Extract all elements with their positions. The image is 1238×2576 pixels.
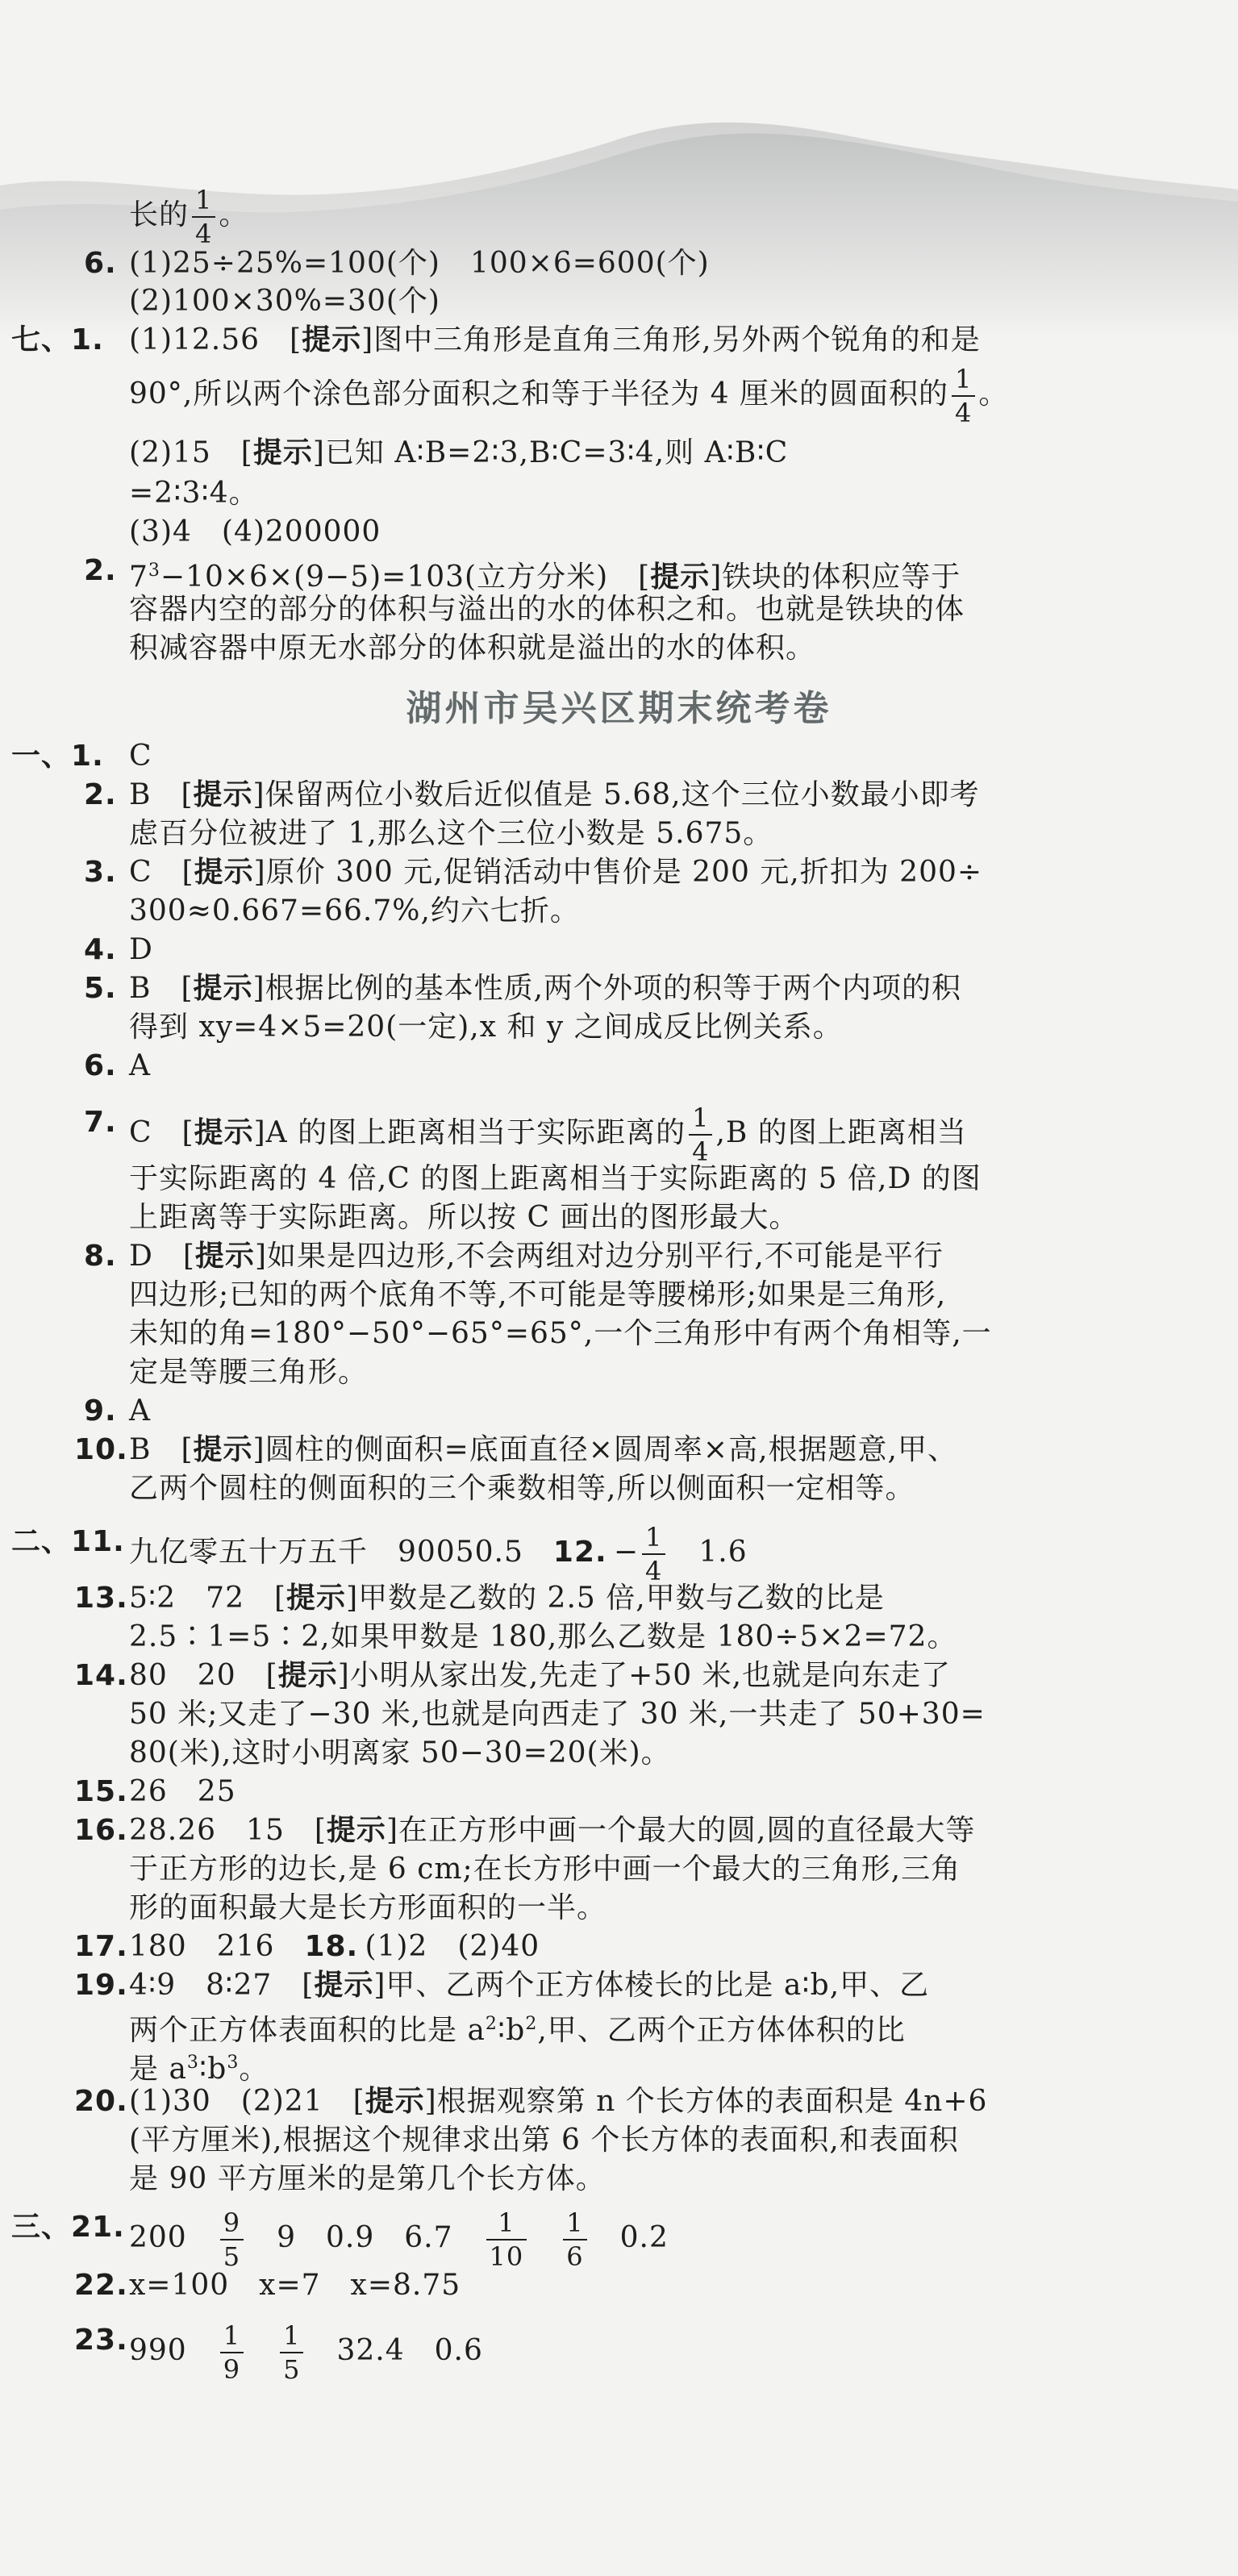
s7-q1-line-3 xyxy=(129,436,788,471)
denominator: 6 xyxy=(566,2241,584,2272)
hint-label: 提示 xyxy=(277,1659,338,1692)
s7-q2-number xyxy=(84,553,117,589)
section-label: 一、 xyxy=(11,740,72,773)
text: (1)30 (2)21 [ xyxy=(129,2085,365,2118)
s7-q2-line-3: 积减容器中原无水部分的体积就是溢出的水的体积。 xyxy=(129,631,816,665)
denominator: 5 xyxy=(223,2241,241,2272)
question-number: 21. xyxy=(71,2211,125,2244)
s7-q1-line-2 xyxy=(129,366,1008,426)
q7-line-3: 上距离等于实际距离。所以按 C 画出的图形最大。 xyxy=(129,1201,799,1234)
superscript: 2 xyxy=(525,2014,538,2034)
q2-line-1 xyxy=(129,777,980,813)
text: B [ xyxy=(129,1433,194,1466)
question-number: 2. xyxy=(84,778,117,811)
denominator: 9 xyxy=(223,2354,241,2385)
hint-label: 提示 xyxy=(286,1582,347,1615)
question-number: 8. xyxy=(84,1240,117,1273)
numerator: 1 xyxy=(220,2323,244,2353)
denominator: 4 xyxy=(692,1136,710,1167)
q19-number xyxy=(74,1968,128,2003)
q22-answer: x=100 x=7 x=8.75 xyxy=(129,2269,461,2302)
minus-sign: − xyxy=(613,1536,640,1569)
hint-label: 提示 xyxy=(193,972,253,1005)
text: ]根据观察第 n 个长方体的表面积是 4n+6 xyxy=(424,2085,988,2118)
q17-number xyxy=(74,1929,128,1965)
hint-label: 提示 xyxy=(314,1969,374,2002)
q20-line-3: 是 90 平方厘米的是第几个长方体。 xyxy=(129,2162,606,2195)
text: ]保留两位小数后近似值是 5.68,这个三位小数最小即考 xyxy=(252,778,980,811)
question-number: 10. xyxy=(74,1433,128,1466)
question-number: 19. xyxy=(74,1969,128,2002)
q6-answer: A xyxy=(129,1049,151,1082)
q8-number xyxy=(84,1239,117,1274)
q19-line-2 xyxy=(129,2007,906,2049)
fraction xyxy=(192,187,215,247)
section-three-label xyxy=(11,2210,125,2245)
fraction xyxy=(486,2207,527,2272)
q11-answer: 九亿零五十万五千 90050.5 xyxy=(129,1536,523,1569)
fraction xyxy=(952,366,975,426)
question-number: 13. xyxy=(74,1582,128,1615)
text: ]铁块的体积应等于 xyxy=(710,561,961,594)
text: 4∶9 8∶27 [ xyxy=(129,1969,315,2002)
superscript: 2 xyxy=(485,2014,498,2034)
q22-number xyxy=(74,2268,128,2303)
q7-number xyxy=(84,1105,117,1140)
question-number: 15. xyxy=(74,1775,128,1808)
text: 90°,所以两个涂色部分面积之和等于半径为 4 厘米的圆面积的 xyxy=(129,377,949,411)
denominator: 5 xyxy=(283,2354,301,2385)
q18-answer: (1)2 (2)40 xyxy=(365,1930,540,1963)
denominator: 4 xyxy=(195,219,213,249)
fraction xyxy=(563,2207,586,2272)
section-two-label xyxy=(11,1524,125,1560)
q5-line-1 xyxy=(129,971,961,1007)
hint-label: 提示 xyxy=(193,1433,253,1466)
text: ,甲、乙两个正方体体积的比 xyxy=(537,2014,906,2047)
denominator: 10 xyxy=(489,2241,524,2272)
hint-label: 提示 xyxy=(193,778,253,811)
text: 990 xyxy=(129,2334,187,2367)
numerator: 9 xyxy=(220,2210,244,2240)
fraction xyxy=(280,2320,303,2385)
text: 0.2 xyxy=(619,2221,669,2254)
hint-label: 提示 xyxy=(194,856,254,889)
question-number: 17. xyxy=(74,1930,128,1963)
q7-line-2: 于实际距离的 4 倍,C 的图上距离相当于实际距离的 5 倍,D 的图 xyxy=(129,1162,982,1195)
text: (2)15 [ xyxy=(129,436,253,469)
question-number: 12. xyxy=(552,1536,607,1569)
question-number: 3. xyxy=(84,856,117,889)
q15-number xyxy=(74,1774,128,1810)
q13-number xyxy=(74,1581,128,1616)
question-number: 14. xyxy=(74,1659,128,1692)
q3-number xyxy=(84,855,117,890)
q5-number xyxy=(84,971,117,1007)
q9-answer: A xyxy=(129,1394,151,1428)
q23-answer xyxy=(129,2320,483,2385)
q13-line-1 xyxy=(129,1581,885,1616)
q2-line-2: 虑百分位被进了 1,那么这个三位小数是 5.675。 xyxy=(129,817,773,850)
q11-q12-line xyxy=(129,1524,748,1584)
hint-label: 提示 xyxy=(365,2085,425,2118)
q3-line-1 xyxy=(129,855,982,890)
fraction xyxy=(642,1524,665,1584)
q16-number xyxy=(74,1813,128,1849)
q14-number xyxy=(74,1658,128,1694)
text: B [ xyxy=(129,778,194,811)
section-seven-label xyxy=(11,323,104,358)
text: 5∶2 72 [ xyxy=(129,1582,287,1615)
q14-line-2: 50 米;又走了−30 米,也就是向西走了 30 米,一共走了 50+30= xyxy=(129,1698,986,1731)
question-number: 18. xyxy=(304,1930,359,1963)
q20-line-1 xyxy=(129,2084,987,2120)
superscript: 3 xyxy=(186,2053,199,2073)
hint-label: 提示 xyxy=(194,1116,254,1149)
text: 。 xyxy=(978,377,1009,411)
section-label: 二、 xyxy=(11,1525,72,1558)
text: 200 xyxy=(129,2221,187,2254)
q6-number xyxy=(84,1048,117,1084)
hint-label: 提示 xyxy=(252,436,313,469)
superscript: 3 xyxy=(227,2053,240,2073)
q3-line-2: 300≈0.667=66.7%,约六七折。 xyxy=(129,894,580,927)
hint-label: 提示 xyxy=(194,1240,255,1273)
text: 是 a xyxy=(129,2053,187,2086)
question-number: 22. xyxy=(74,2269,128,2302)
q15-answer: 26 25 xyxy=(129,1775,236,1808)
q19-line-3 xyxy=(129,2045,269,2087)
q19-line-1 xyxy=(129,1968,929,2003)
exam-title: 湖州市吴兴区期末统考卷 xyxy=(406,688,832,729)
fraction xyxy=(689,1105,712,1165)
numerator: 1 xyxy=(192,187,215,218)
s7-q1-line-1 xyxy=(129,323,981,358)
s7-q1-line-5: (3)4 (4)200000 xyxy=(129,515,381,548)
text: (1)12.56 [ xyxy=(129,323,302,356)
question-number: 6. xyxy=(84,247,117,280)
text: 。 xyxy=(219,198,249,231)
superscript: 3 xyxy=(148,561,160,581)
q4-answer: D xyxy=(129,933,153,966)
section-one-label xyxy=(11,739,104,774)
q6-answer-1: (1)25÷25%=100(个) 100×6=600(个) xyxy=(129,247,710,280)
numerator: 1 xyxy=(952,366,975,397)
text: ]已知 A∶B=2∶3,B∶C=3∶4,则 A∶B∶C xyxy=(312,436,789,469)
text: ]A 的图上距离相当于实际距离的 xyxy=(253,1116,686,1149)
text: D [ xyxy=(129,1240,195,1273)
continuation-line xyxy=(129,187,248,247)
q8-line-3: 未知的角=180°−50°−65°=65°,一个三角形中有两个角相等,一 xyxy=(129,1317,992,1350)
question-number: 5. xyxy=(84,972,117,1005)
q7-line-1 xyxy=(129,1105,967,1165)
text: ]甲数是乙数的 2.5 倍,甲数与乙数的比是 xyxy=(346,1582,885,1615)
q9-number xyxy=(84,1394,117,1429)
section-label: 三、 xyxy=(11,2211,72,2244)
section-label: 七、 xyxy=(11,323,72,356)
s7-q2-line-2: 容器内空的部分的体积与溢出的水的体积之和。也就是铁块的体 xyxy=(129,593,965,626)
q23-number xyxy=(74,2323,128,2358)
text: ,B 的图上距离相当 xyxy=(715,1116,967,1149)
q16-line-1 xyxy=(129,1813,975,1849)
text: ]原价 300 元,促销活动中售价是 200 元,折扣为 200÷ xyxy=(253,856,983,889)
text: 32.4 0.6 xyxy=(336,2334,483,2367)
q8-line-4: 定是等腰三角形。 xyxy=(129,1356,369,1389)
text: ∶b xyxy=(497,2014,526,2047)
question-number: 16. xyxy=(74,1814,128,1847)
text: 。 xyxy=(239,2053,269,2086)
text: 两个正方体表面积的比是 a xyxy=(129,2014,486,2047)
fraction xyxy=(220,2320,244,2385)
q10-number xyxy=(74,1432,128,1468)
numerator: 1 xyxy=(486,2210,527,2240)
q17-q18-line xyxy=(129,1929,540,1965)
s7-q2-line-1 xyxy=(129,553,961,595)
text: ]甲、乙两个正方体棱长的比是 a∶b,甲、乙 xyxy=(373,1969,930,2002)
q16-line-2: 于正方形的边长,是 6 cm;在长方形中画一个最大的三角形,三角 xyxy=(129,1853,961,1886)
q10-line-2: 乙两个圆柱的侧面积的三个乘数相等,所以侧面积一定相等。 xyxy=(129,1472,915,1505)
q17-answer: 180 216 xyxy=(129,1930,275,1963)
text: ]在正方形中画一个最大的圆,圆的直径最大等 xyxy=(386,1814,976,1847)
text: ]如果是四边形,不会两组对边分别平行,不可能是平行 xyxy=(254,1240,944,1273)
text: 28.26 15 [ xyxy=(129,1814,327,1847)
text: 9 0.9 6.7 xyxy=(277,2221,453,2254)
text: 长的 xyxy=(129,198,190,231)
q5-line-2: 得到 xy=4×5=20(一定),x 和 y 之间成反比例关系。 xyxy=(129,1011,843,1044)
question-number: 11. xyxy=(71,1525,125,1558)
text: ]图中三角形是直角三角形,另外两个锐角的和是 xyxy=(361,323,981,356)
text: −10×6×(9−5)=103(立方分米) [ xyxy=(160,561,651,594)
text: C [ xyxy=(129,1116,194,1149)
q20-line-2: (平方厘米),根据这个规律求出第 6 个长方体的表面积,和表面积 xyxy=(129,2124,959,2157)
q6-line-1 xyxy=(84,246,117,281)
q8-line-1 xyxy=(129,1239,944,1274)
q2-number xyxy=(84,777,117,813)
q16-line-3: 形的面积最大是长方形面积的一半。 xyxy=(129,1891,607,1924)
q1-answer: C xyxy=(129,740,152,773)
question-number: 9. xyxy=(84,1394,117,1428)
q8-line-2: 四边形;已知的两个底角不等,不可能是等腰梯形;如果是三角形, xyxy=(129,1278,947,1311)
text: C [ xyxy=(129,856,194,889)
hint-label: 提示 xyxy=(650,561,711,594)
question-number: 2. xyxy=(84,554,117,587)
hint-label: 提示 xyxy=(326,1814,386,1847)
q6-answer-2: (2)100×30%=30(个) xyxy=(129,285,440,318)
question-number: 23. xyxy=(74,2324,128,2357)
text: 7 xyxy=(129,561,148,594)
question-number: 1. xyxy=(71,323,104,356)
text: 80 20 [ xyxy=(129,1659,278,1692)
fraction xyxy=(220,2207,244,2272)
question-number: 1. xyxy=(71,740,104,773)
text: ]小明从家出发,先走了+50 米,也就是向东走了 xyxy=(337,1659,952,1692)
q13-line-2: 2.5∶1=5∶2,如果甲数是 180,那么乙数是 180÷5×2=72。 xyxy=(129,1620,957,1653)
text: ∶b xyxy=(198,2053,227,2086)
question-number: 20. xyxy=(74,2085,128,2118)
q21-answer xyxy=(129,2207,669,2272)
question-number: 6. xyxy=(84,1049,117,1082)
hint-label: 提示 xyxy=(302,323,362,356)
q20-number xyxy=(74,2084,128,2120)
text: 1.6 xyxy=(669,1536,748,1569)
q10-line-1 xyxy=(129,1432,957,1468)
question-number: 4. xyxy=(84,933,117,966)
text: B [ xyxy=(129,972,194,1005)
numerator: 1 xyxy=(280,2323,303,2353)
denominator: 4 xyxy=(955,398,973,428)
q4-number xyxy=(84,932,117,968)
numerator: 1 xyxy=(563,2210,586,2240)
denominator: 4 xyxy=(645,1556,663,1586)
text: ]圆柱的侧面积=底面直径×圆周率×高,根据题意,甲、 xyxy=(252,1433,957,1466)
q14-line-3: 80(米),这时小明离家 50−30=20(米)。 xyxy=(129,1736,671,1769)
q14-line-1 xyxy=(129,1658,951,1694)
numerator: 1 xyxy=(689,1105,712,1136)
text: ]根据比例的基本性质,两个外项的积等于两个内项的积 xyxy=(252,972,962,1005)
numerator: 1 xyxy=(642,1524,665,1555)
s7-q1-line-4: =2∶3∶4。 xyxy=(129,477,259,510)
question-number: 7. xyxy=(84,1106,117,1139)
